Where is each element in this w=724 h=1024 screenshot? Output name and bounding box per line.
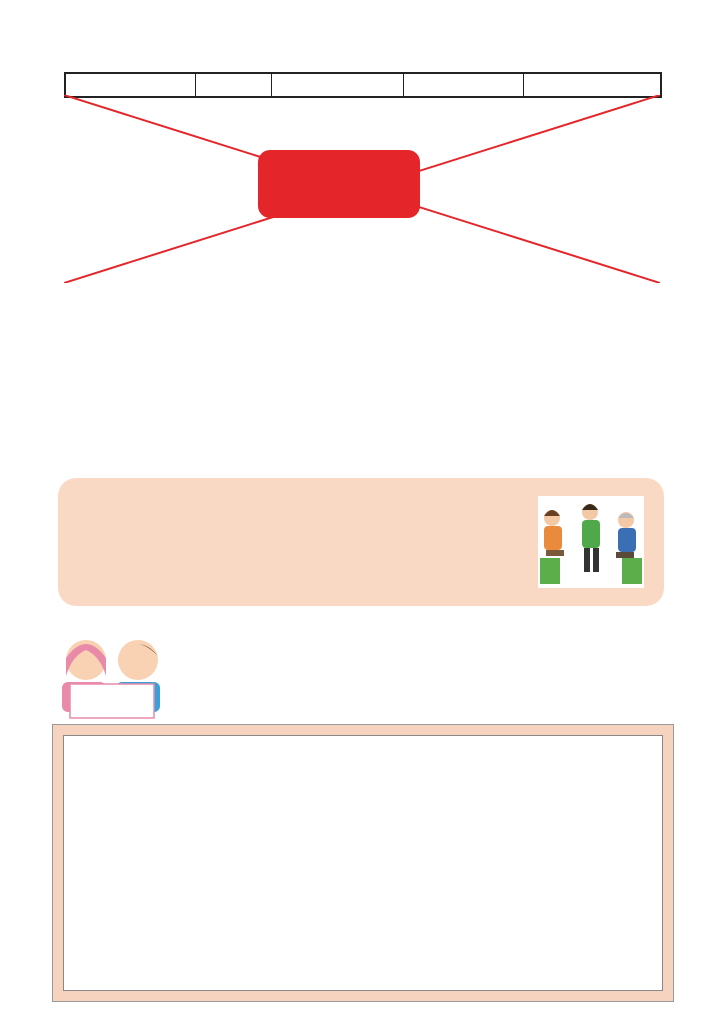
header-venue [523,73,661,97]
notes-box [63,735,663,991]
header-time [403,73,523,97]
helpers-illustration [56,626,166,722]
cooperation-sign [70,684,154,718]
common-content-box [58,478,664,606]
ended-stamp [258,150,420,218]
notes-frame [52,724,674,1002]
header-row [65,73,661,97]
header-course [65,73,195,97]
header-session [195,73,271,97]
exercise-illustration [538,496,644,588]
header-date [271,73,403,97]
